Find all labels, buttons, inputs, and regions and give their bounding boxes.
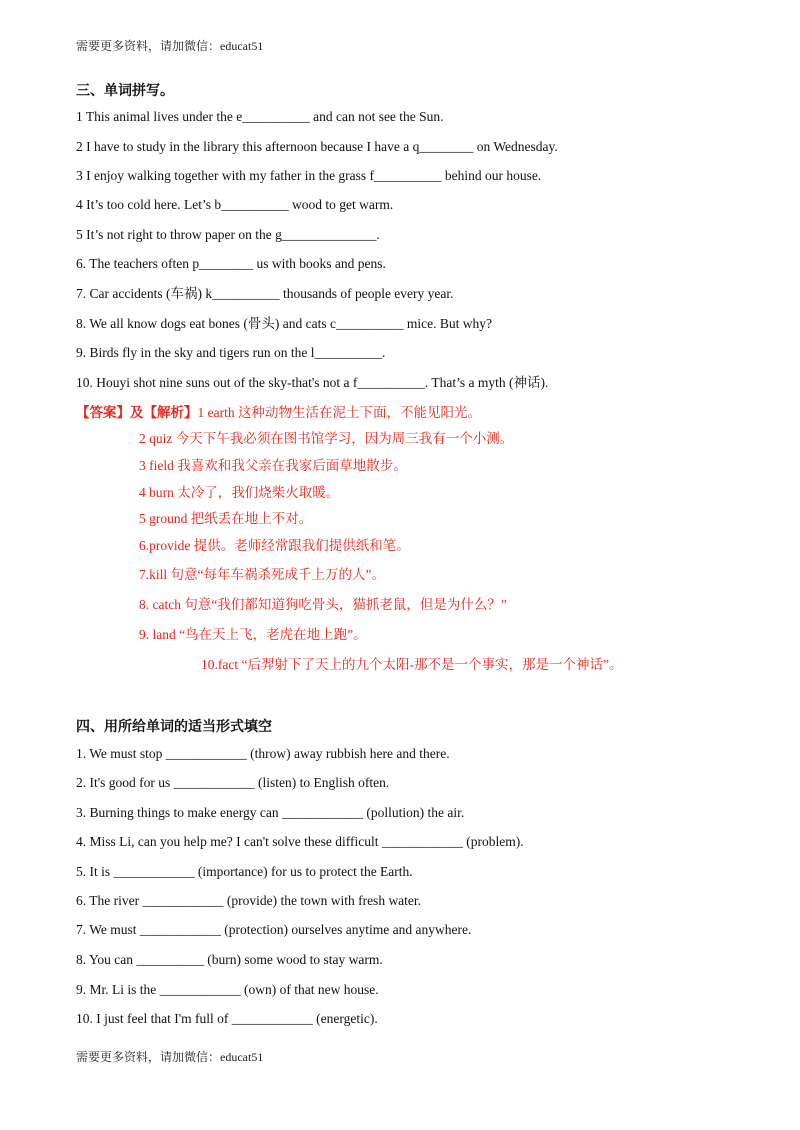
answer-8: 8. catch 句意“我们都知道狗吃骨头，猫抓老鼠，但是为什么？”: [139, 597, 507, 612]
s3-question-3: 3 I enjoy walking together with my father in the grass f__________ behind our house.: [76, 168, 542, 183]
s4-question-3: 3. Burning things to make energy can ____________ (pollution) the air.: [76, 805, 465, 820]
answer-label: 【答案】及【解析】: [76, 405, 198, 420]
s4-question-1: 1. We must stop ____________ (throw) away rubbish here and there.: [76, 746, 450, 761]
s4-question-8: 8. You can __________ (burn) some wood to stay warm.: [76, 952, 383, 967]
section3-title: 三、单词拼写。: [76, 83, 174, 99]
s3-question-9: 9. Birds fly in the sky and tigers run on the l__________.: [76, 345, 386, 360]
s4-question-6: 6. The river ____________ (provide) the town with fresh water.: [76, 893, 422, 908]
s4-question-9: 9. Mr. Li is the ____________ (own) of that new house.: [76, 982, 379, 997]
s3-question-4: 4 It’s too cold here. Let’s b__________ wood to get warm.: [76, 197, 394, 212]
s3-question-2: 2 I have to study in the library this afternoon because I have a q________ on Wednesday.: [76, 139, 558, 154]
s4-question-5: 5. It is ____________ (importance) for us to protect the Earth.: [76, 864, 413, 879]
s4-question-4: 4. Miss Li, can you help me? I can't solve these difficult ____________ (problem).: [76, 834, 524, 849]
s4-question-7: 7. We must ____________ (protection) ourselves anytime and anywhere.: [76, 922, 472, 937]
s3-question-6: 6. The teachers often p________ us with books and pens.: [76, 256, 386, 271]
answer-9: 9. land “鸟在天上飞，老虎在地上跑”。: [139, 627, 367, 642]
s3-question-7: 7. Car accidents (车祸) k__________ thousands of people every year.: [76, 286, 454, 301]
s3-question-10: 10. Houyi shot nine suns out of the sky-that's not a f__________. That’s a myth (神话).: [76, 375, 549, 390]
page-header: 需要更多资料，请加微信：educat51: [76, 39, 264, 53]
answer-5: 5 ground 把纸丢在地上不对。: [139, 511, 313, 526]
s4-question-10: 10. I just feel that I'm full of ____________ (energetic).: [76, 1011, 378, 1026]
answer-3: 3 field 我喜欢和我父亲在我家后面草地散步。: [139, 458, 407, 473]
s4-question-2: 2. It's good for us ____________ (listen) to English often.: [76, 775, 390, 790]
answer-1: 1 earth 这种动物生活在泥土下面，不能见阳光。: [197, 405, 481, 420]
s3-question-8: 8. We all know dogs eat bones (骨头) and cats c__________ mice. But why?: [76, 316, 492, 331]
answer-10: 10.fact “后羿射下了天上的九个太阳-那不是一个事实，那是一个神话”。: [201, 657, 623, 672]
answer-4: 4 burn 太冷了，我们烧柴火取暖。: [139, 485, 340, 500]
answer-7: 7.kill 句意“每年车祸杀死成千上万的人”。: [139, 567, 385, 582]
section4-title: 四、用所给单词的适当形式填空: [76, 719, 272, 735]
answer-6: 6.provide 提供。老师经常跟我们提供纸和笔。: [139, 538, 410, 553]
s3-question-5: 5 It’s not right to throw paper on the g______________.: [76, 227, 380, 242]
answer-block-first-line: [76, 404, 481, 422]
s3-question-1: 1 This animal lives under the e__________ and can not see the Sun.: [76, 109, 444, 124]
answer-2: 2 quiz 今天下午我必须在图书馆学习，因为周三我有一个小测。: [139, 431, 514, 446]
page-footer: 需要更多资料，请加微信：educat51: [76, 1050, 264, 1064]
